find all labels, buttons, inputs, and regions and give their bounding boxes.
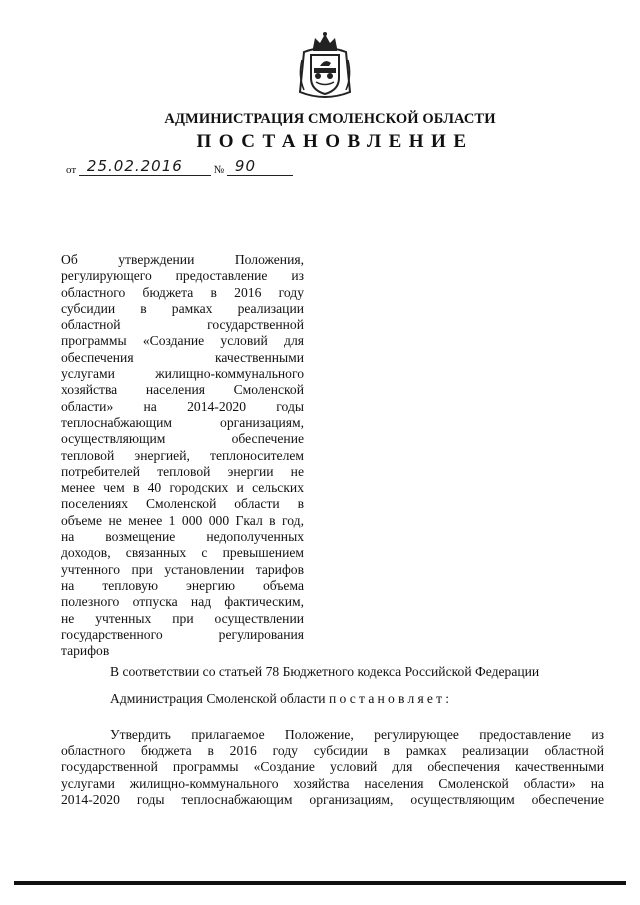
subject-line: обеспечения качественными (61, 349, 304, 365)
subject-line: Об утверждении Положения, (61, 252, 304, 267)
scan-bottom-border (14, 881, 626, 885)
subject-line: областного бюджета в 2016 году (61, 284, 304, 300)
subject-line: регулирующего предоставление из (61, 268, 304, 284)
subject-line: полезного отпуска над фактическим, (61, 594, 304, 610)
subject-line: услугами жилищно-коммунального (61, 366, 304, 382)
document-subject (61, 252, 304, 659)
subject-line: не учтенных при осуществлении (61, 610, 304, 626)
subject-line: хозяйства населения Смоленской (61, 382, 304, 398)
subject-line: государственного регулирования (61, 626, 304, 642)
body-line: областного бюджета в 2016 году субсидии в рамках реализации областной (61, 743, 604, 759)
subject-line: на тепловую энергию объема (61, 577, 304, 593)
subject-line: учтенного при установлении тарифов (61, 561, 304, 577)
subject-line: области» на 2014-2020 годы (61, 398, 304, 414)
subject-line: менее чем в 40 городских и сельских (61, 480, 304, 496)
date-from-label: от (66, 164, 77, 176)
number-label: № (213, 164, 225, 176)
handwritten-number: 90 (234, 157, 257, 175)
subject-line: потребителей тепловой энергии не (61, 463, 304, 479)
number-field (227, 157, 293, 176)
date-field (79, 157, 211, 176)
resolve-spaced-word: постановляет: (328, 691, 453, 706)
subject-line: объеме не менее 1 000 000 Гкал в год, (61, 512, 304, 528)
handwritten-date: 25.02.2016 (86, 157, 183, 175)
subject-line: поселениях Смоленской области в (61, 496, 304, 512)
document-type-title: ПОСТАНОВЛЕНИЕ (196, 131, 474, 152)
subject-line: осуществляющим обеспечение (61, 431, 304, 447)
body-line: государственной программы «Создание условий для обеспечения качественными (61, 759, 604, 775)
subject-line: теплоснабжающим организациям, (61, 414, 304, 430)
resolution-body (61, 727, 604, 808)
subject-line: субсидии в рамках реализации (61, 300, 304, 316)
subject-line: на возмещение недополученных (61, 529, 304, 545)
resolve-prefix: Администрация Смоленской области (110, 691, 329, 706)
date-number-line (66, 157, 293, 176)
resolve-paragraph (110, 691, 452, 707)
subject-line: тарифов (61, 643, 110, 659)
body-line: 2014-2020 годы теплоснабжающим организациям, осуществляющим обеспечение (61, 791, 604, 807)
organization-title: АДМИНИСТРАЦИЯ СМОЛЕНСКОЙ ОБЛАСТИ (164, 111, 496, 127)
subject-line: областной государственной (61, 317, 304, 333)
legal-basis-paragraph: В соответствии со статьей 78 Бюджетного кодекса Российской Федерации (110, 664, 540, 679)
subject-line: доходов, связанных с превышением (61, 545, 304, 561)
subject-line: тепловой энергией, теплоносителем (61, 447, 304, 463)
body-line: Утвердить прилагаемое Положение, регулирующее предоставление из (110, 727, 604, 742)
smolensk-coat-of-arms-icon (296, 30, 354, 102)
subject-line: программы «Создание условий для (61, 333, 304, 349)
body-line: услугами жилищно-коммунального хозяйства населения Смоленской области» на (61, 775, 604, 791)
